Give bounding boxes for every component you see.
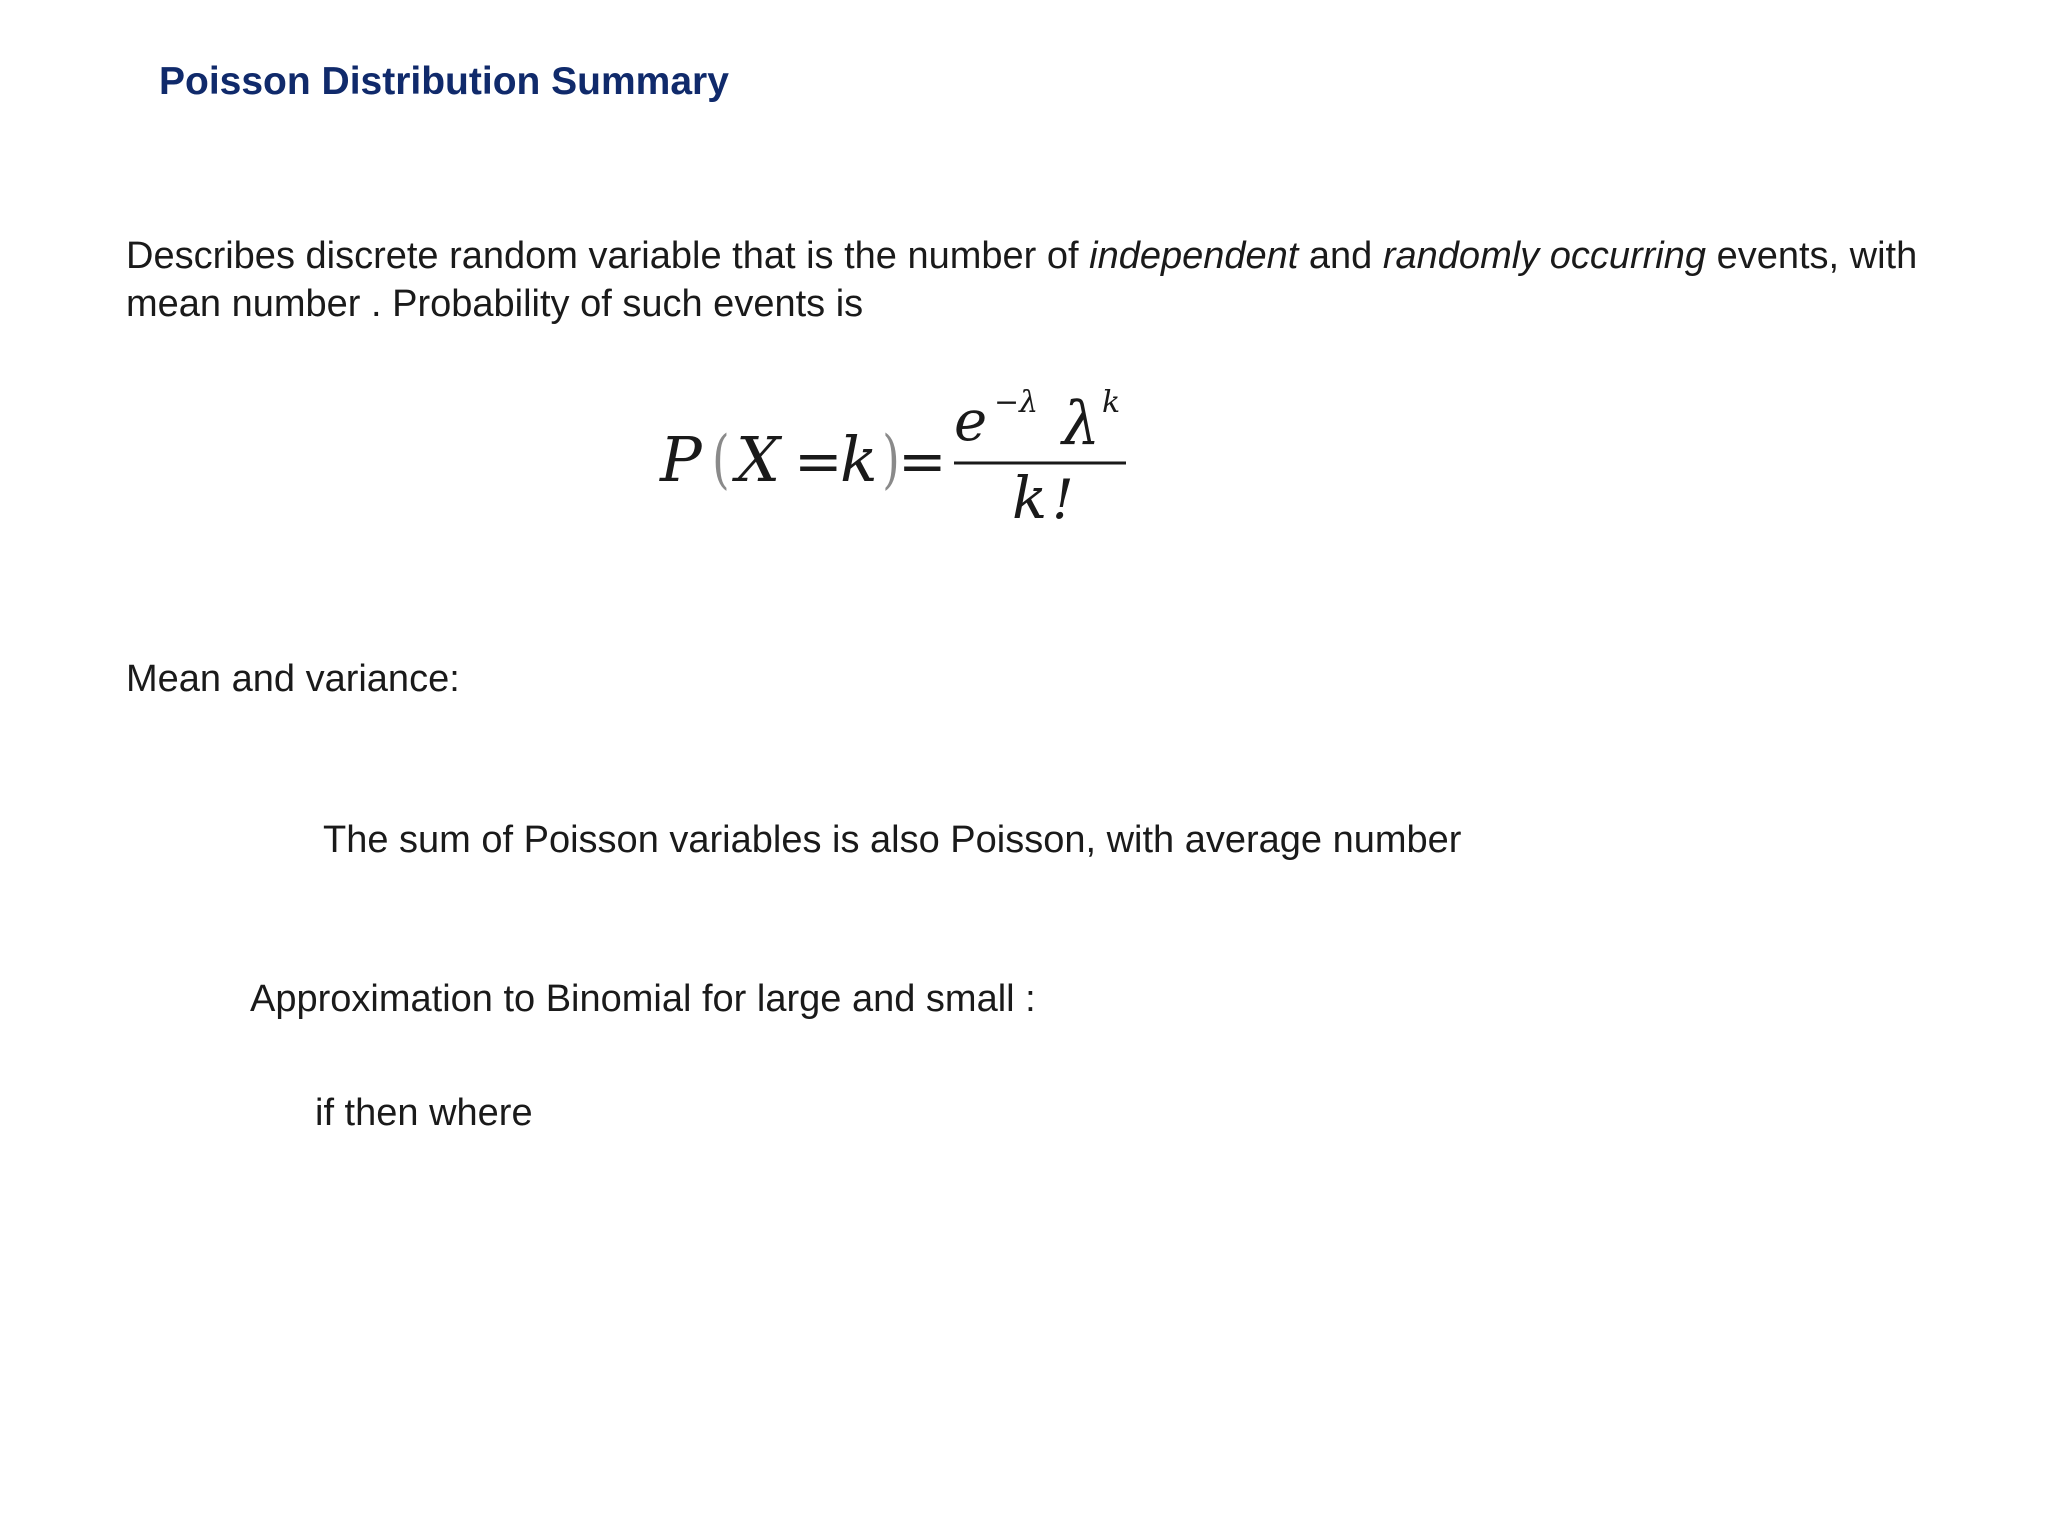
formula-k: k xyxy=(840,423,878,496)
if-then-where-line: if then where xyxy=(315,1092,533,1134)
sum-of-poisson-note: The sum of Poisson variables is also Poisson, with average number xyxy=(323,819,1462,861)
intro-paragraph xyxy=(126,232,1946,328)
formula-right-paren: ) xyxy=(882,423,900,498)
formula-P: P xyxy=(660,423,702,496)
intro-text-3: events, with mean number . Probability of such events is xyxy=(126,235,1918,325)
intro-text-2: and xyxy=(1298,235,1383,277)
formula-denominator-factorial: ! xyxy=(1052,468,1074,531)
formula-equals-1: = xyxy=(794,427,843,495)
formula-X: X xyxy=(736,423,781,496)
poisson-pmf-formula xyxy=(654,378,1154,538)
slide-title: Poisson Distribution Summary xyxy=(159,60,729,103)
formula-numerator-e: e xyxy=(954,389,988,454)
intro-text-1: Describes discrete random variable that is the number of xyxy=(126,235,1090,277)
formula-denominator-k: k xyxy=(1012,464,1048,532)
formula-left-paren: ( xyxy=(712,423,730,498)
intro-emphasis-independent: independent xyxy=(1089,235,1299,277)
formula-svg xyxy=(654,378,1154,538)
formula-equals-2: = xyxy=(898,427,947,495)
mean-variance-label: Mean and variance: xyxy=(126,658,460,700)
formula-numerator-exponent: −λ xyxy=(994,385,1039,420)
binomial-approximation-note: Approximation to Binomial for large and small : xyxy=(250,978,1036,1020)
formula-numerator-lambda-exponent: k xyxy=(1102,385,1121,420)
formula-numerator-lambda: λ xyxy=(1062,389,1101,459)
intro-emphasis-random: randomly occurring xyxy=(1382,235,1707,277)
